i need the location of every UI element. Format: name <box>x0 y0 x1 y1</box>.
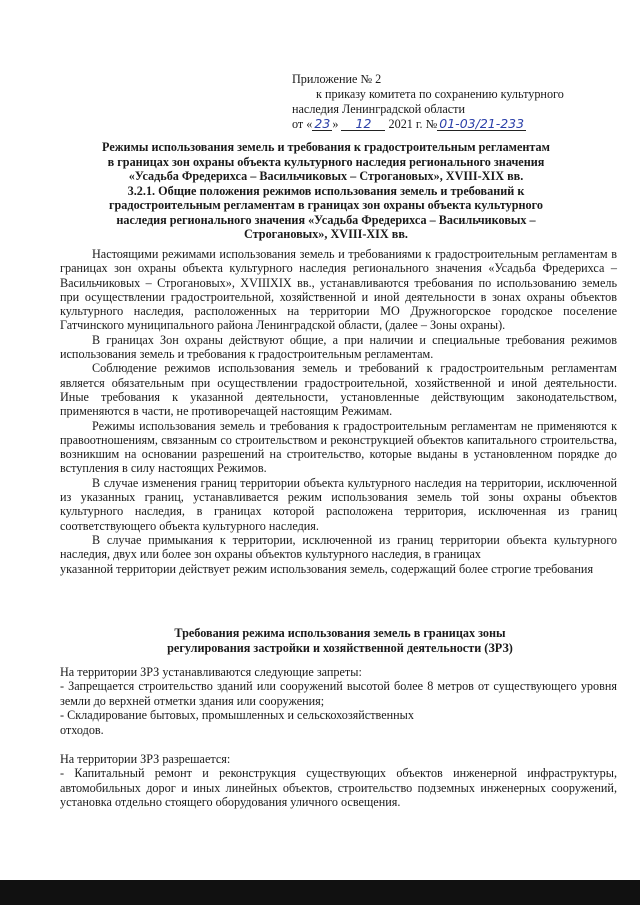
section-heading-line-1: 3.2.1. Общие положения режимов использования земель и требований к <box>127 183 525 198</box>
scan-bottom-edge <box>0 880 640 905</box>
zrz-heading-line-2: регулирования застройки и хозяйственной деятельности (ЗРЗ) <box>167 641 513 655</box>
paragraph-3: Соблюдение режимов использования земель и требований к градостроительным регламентам является обязательным при осуществлении градостроительной, хозяйственной и иной деятельности. Иные требования к указанной деятельности, установленные действующим законодательством, применяются в части, не противоречащей настоящим Режимам. <box>60 361 617 419</box>
title-line-1: Режимы использования земель и требования к градостроительным регламентам <box>102 140 550 154</box>
allow-intro: На территории ЗРЗ разрешается: <box>60 752 231 767</box>
date-month: 12 <box>341 117 385 131</box>
bans-intro: На территории ЗРЗ устанавливаются следующие запреты: <box>60 665 362 679</box>
committee-name: наследия Ленинградской области <box>292 102 466 116</box>
paragraph-6-continued: указанной территории действует режим использования земель, содержащий более строгие требования <box>60 561 594 576</box>
section-heading-line-2: градостроительным регламентам в границах зон охраны объекта культурного <box>109 198 543 212</box>
date-day: 23 <box>314 116 331 131</box>
section-heading-line-3: наследия регионального значения «Усадьба Фредерихса – Васильчиковых – <box>116 212 536 227</box>
paragraph-1: Настоящими режимами использования земель и требованиями к градостроительным регламентам в границах зон охраны объекта культурного наследия регионального значения «Усадьба Фредерихса – Васильчиковых – Строгановых», XVIIIXIX вв., устанавливаются требования по использованию земель при осуществлении градостроительной, хозяйственной и иной деятельности в зонах охраны объектов культурного наследия, расположенных на территории МО Дружногорское городское поселение Гатчинского муниципального района Ленинградской области, (далее – Зоны охраны). <box>60 247 617 333</box>
zrz-requirements <box>60 665 617 810</box>
general-provisions <box>60 247 617 576</box>
zrz-heading <box>80 626 600 656</box>
appendix-header <box>292 72 612 132</box>
paragraph-2: В границах Зон охраны действуют общие, а при наличии и специальные требования режимов использования земель и требования к градостроительным регламентам. <box>60 332 617 362</box>
zrz-heading-line-1: Требования режима использования земель в границах зоны <box>174 626 506 640</box>
ban-item-2-continued: отходов. <box>60 722 104 737</box>
paragraph-5: В случае изменения границ территории объекта культурного наследия на территории, исключенной из указанных границ, устанавливается режим использования земель той зоны охраны объектов культурного наследия, в границах которой расположена территория, исключенная из границ соответствующего объекта культурного наследия. <box>60 475 617 533</box>
date-line <box>292 117 612 132</box>
document-number: 01-03/21-233 <box>439 116 525 131</box>
order-reference: к приказу комитета по сохранению культурного <box>316 87 564 101</box>
appendix-number: Приложение № 2 <box>292 72 382 86</box>
section-heading-line-4: Строгановых», XVIII-XIX вв. <box>244 227 408 241</box>
title-line-2: в границах зон охраны объекта культурного наследия регионального значения <box>107 154 545 169</box>
ban-item-1: - Запрещается строительство зданий или сооружений высотой более 8 метров от существующего уровня земли до верхней отметки здания или сооружения; <box>60 679 617 708</box>
spacer <box>60 737 617 752</box>
paragraph-4: Режимы использования земель и требования к градостроительным регламентам не применяются к правоотношениям, связанным со строительством и реконструкцией объектов капитального строительства, возникшим на основании разрешений на строительство, которые выданы в установленном порядке до вступления в силу настоящих Режимов. <box>60 418 617 476</box>
title-line-3: «Усадьба Фредерихса – Васильчиковых – Строгановых», XVIII-XIX вв. <box>128 169 524 183</box>
allow-item-1: - Капитальный ремонт и реконструкция существующих объектов инженерной инфраструктуры, автомобильных дорог и иных линейных объектов, строительство подземных инженерных сооружений, установка отдельно стоящего оборудования уличного освещения. <box>60 766 617 810</box>
date-prefix: от « <box>292 117 313 131</box>
document-title <box>60 140 592 242</box>
date-mid: » <box>332 117 339 131</box>
paragraph-6: В случае примыкания к территории, исключенной из границ территории объекта культурного наследия, двух или более зон охраны объектов культурного наследия, в границах <box>60 532 617 562</box>
date-year: 2021 г. № <box>388 117 438 131</box>
ban-item-2: - Складирование бытовых, промышленных и сельскохозяйственных <box>60 708 414 723</box>
